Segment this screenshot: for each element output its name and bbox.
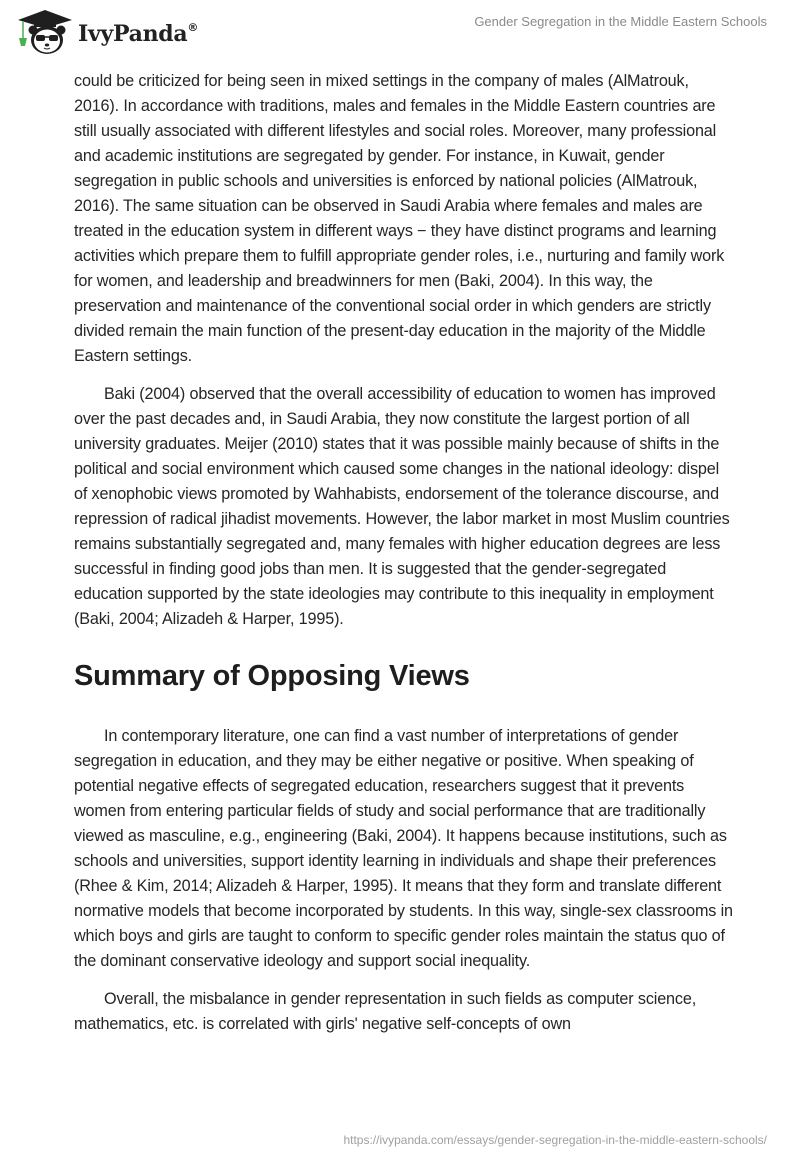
paragraph: Overall, the misbalance in gender representation in such fields as computer science, mathematics, etc. is correlated with girls' negative self-concepts of own (74, 990, 697, 1033)
ivypanda-logo[interactable] (16, 8, 198, 56)
paragraph: In contemporary literature, one can find a vast number of interpretations of gender segregation in education, and they may be either negative or positive. When speaking of potential negative effects of segregated education, researchers suggest that it prevents women from entering particular fields of study and social performance that are traditionally viewed as masculine, e.g., engineering (Baki, 2004). It happens because institutions, such as schools and universities, support identity learning in individuals and shape their preferences (Rhee & Kim, 2014; Alizadeh & Harper, 1995). It means that they form and translate different normative models that become incorporated by students. In this way, single-sex classrooms in which boys and girls are taught to conform to specific gender roles maintain the status quo of the dominant conservative ideology and support social inequality. (74, 727, 733, 970)
page-header (0, 0, 800, 60)
section-heading: Summary of Opposing Views (74, 660, 470, 692)
paragraph: Baki (2004) observed that the overall accessibility of education to women has improved over the past decades and, in Saudi Arabia, they now constitute the largest portion of all university graduates. Meijer (2010) states that it was possible mainly because of shifts in the political and social environment which caused some changes in the national ideology: dispel of xenophobic views promoted by Wahhabists, endorsement of the tolerance discourse, and repression of radical jihadist movements. However, the labor market in most Muslim countries remains substantially segregated and, many females with higher education degrees are less successful in finding good jobs than men. It is suggested that the gender-segregated education supported by the state ideologies may contribute to this inequality in employment (Baki, 2004; Alizadeh & Harper, 1995). (74, 385, 730, 628)
document-title: Gender Segregation in the Middle Eastern Schools (474, 14, 767, 29)
source-url-link[interactable]: https://ivypanda.com/essays/gender-segregation-in-the-middle-eastern-schools/ (343, 1133, 767, 1147)
logo-text: IvyPanda® (78, 20, 199, 47)
paragraph: could be criticized for being seen in mixed settings in the company of males (AlMatrouk, 2016). In accordance with traditions, males and females in the Middle Eastern countries are still usually associated with different lifestyles and social roles. Moreover, many professional and academic institutions are segregated by gender. For instance, in Kuwait, gender segregation in public schools and universities is enforced by national policies (AlMatrouk, 2016). The same situation can be observed in Saudi Arabia where females and males are treated in the education system in different ways − they have distinct programs and learning activities which prepare them to fulfill appropriate gender roles, i.e., nurturing and family work for women, and leadership and breadwinners for men (Baki, 2004). In this way, the preservation and maintenance of the conventional social order in which genders are strictly divided remain the main function of the present-day education in the majority of the Middle Eastern settings. (74, 72, 725, 365)
panda-graduate-icon (16, 8, 74, 56)
registered-mark: ® (187, 20, 199, 34)
essay-body (74, 69, 734, 1050)
